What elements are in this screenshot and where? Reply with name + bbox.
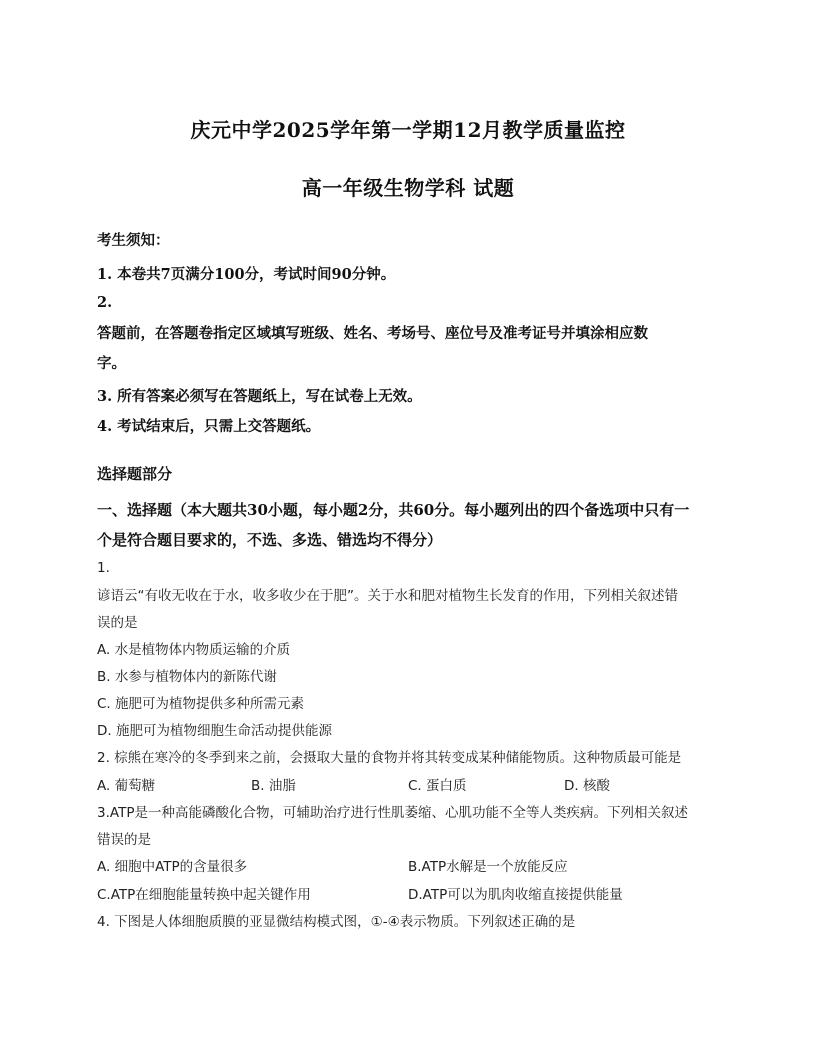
section-instructions-line-2: 个是符合题目要求的，不选、多选、错选均不得分） (97, 531, 443, 549)
question-3-option-b: B.ATP水解是一个放能反应 (408, 859, 568, 875)
question-2-option-c: C. 蛋白质 (408, 778, 467, 794)
question-1-option-a: A. 水是植物体内物质运输的介质 (97, 642, 291, 658)
notice-item-2-line-1: 答题前，在答题卷指定区域填写班级、姓名、考场号、座位号及准考证号并填涂相应数 (97, 325, 648, 342)
question-1-option-b: B. 水参与植物体内的新陈代谢 (97, 669, 277, 685)
notice-item-2-line-2: 字。 (97, 355, 126, 372)
question-3-option-d: D.ATP可以为肌肉收缩直接提供能量 (408, 887, 623, 903)
question-3-option-c: C.ATP在细胞能量转换中起关键作用 (97, 887, 311, 903)
notice-item-3: 3. 所有答案必须写在答题纸上，写在试卷上无效。 (97, 388, 422, 405)
notice-item-2-number: 2. (97, 294, 113, 311)
question-2-option-b: B. 油脂 (251, 778, 296, 794)
question-4-stem: 4. 下图是人体细胞质膜的亚显微结构模式图，①-④表示物质。下列叙述正确的是 (97, 914, 576, 930)
question-2-option-d: D. 核酸 (564, 778, 610, 794)
question-1-option-c: C. 施肥可为植物提供多种所需元素 (97, 696, 305, 712)
section-instructions-line-1: 一、选择题（本大题共30小题，每小题2分，共60分。每小题列出的四个备选项中只有一 (97, 501, 690, 519)
question-2-option-a: A. 葡萄糖 (97, 778, 156, 794)
question-2-stem: 2. 棕熊在寒冷的冬季到来之前，会摄取大量的食物并将其转变成某种储能物质。这种物质最可能是 (97, 750, 682, 766)
part-heading: 选择题部分 (97, 465, 173, 483)
exam-title: 庆元中学2025学年第一学期12月教学质量监控 (190, 118, 626, 142)
notice-item-1: 1. 本卷共7页满分100分，考试时间90分钟。 (97, 266, 396, 283)
notice-heading: 考生须知： (97, 232, 170, 249)
question-3-stem-line-2: 错误的是 (97, 832, 151, 848)
exam-subtitle: 高一年级生物学科 试题 (301, 176, 515, 200)
question-1-option-d: D. 施肥可为植物细胞生命活动提供能源 (97, 723, 332, 739)
question-3-option-a: A. 细胞中ATP的含量很多 (97, 859, 248, 875)
question-1-number: 1. (97, 560, 110, 576)
notice-item-4: 4. 考试结束后，只需上交答题纸。 (97, 418, 321, 435)
question-1-stem-line-1: 谚语云“有收无收在于水，收多收少在于肥”。关于水和肥对植物生长发育的作用，下列相关叙述错 (97, 588, 678, 604)
question-1-stem-line-2: 误的是 (97, 615, 138, 631)
question-3-stem-line-1: 3.ATP是一种高能磷酸化合物，可辅助治疗进行性肌萎缩、心肌功能不全等人类疾病。下列相关叙述 (97, 805, 688, 821)
